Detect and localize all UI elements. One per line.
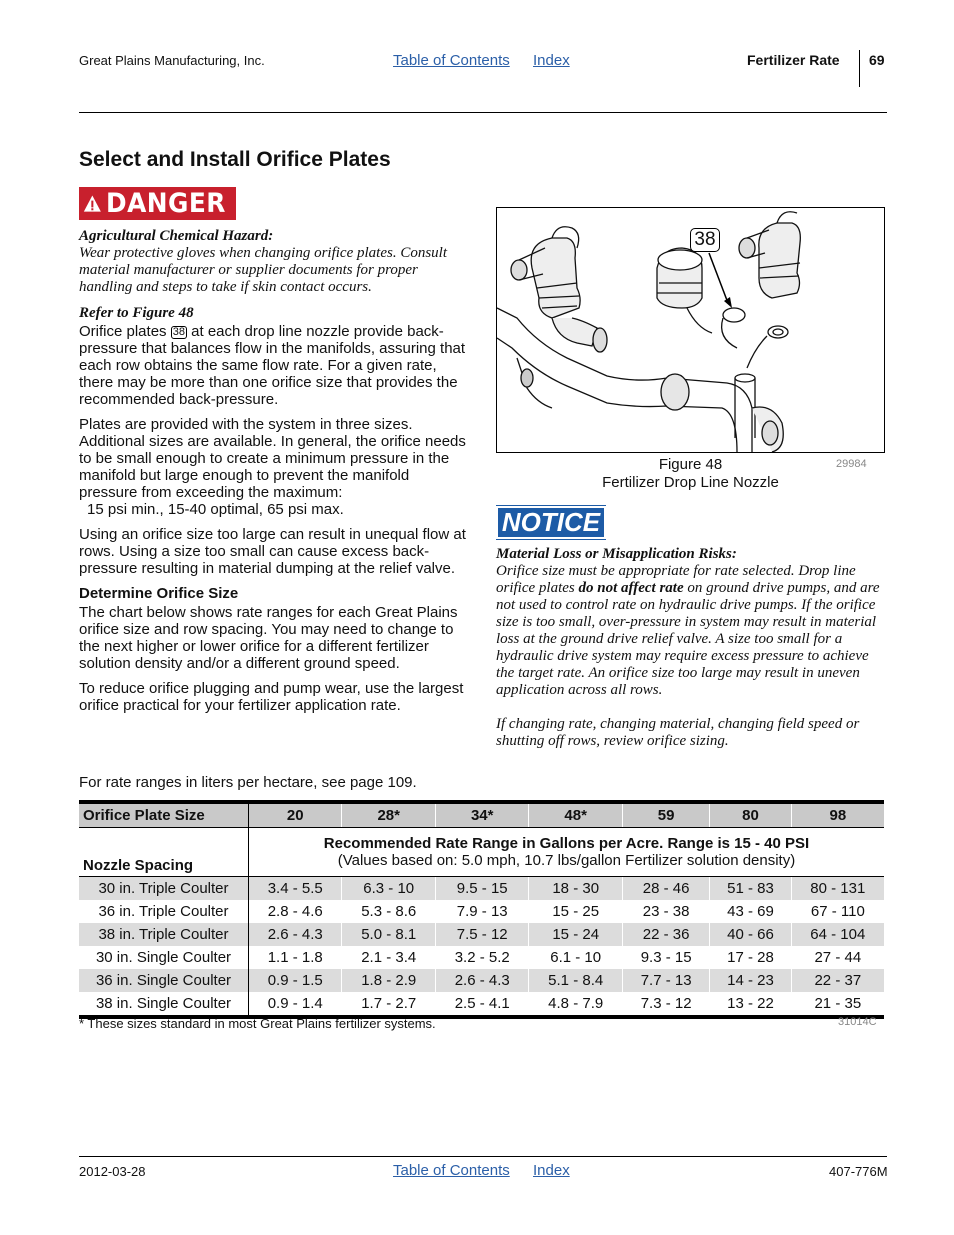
table-header-row <box>79 802 884 828</box>
header-rule <box>79 112 887 113</box>
danger-banner <box>79 187 236 220</box>
size-col: 80 <box>710 802 791 828</box>
table-cell: 27 - 44 <box>814 949 862 966</box>
notice-body-bold: do not affect rate <box>578 580 684 596</box>
size-col: 59 <box>622 802 709 828</box>
table-cell: 23 - 38 <box>622 900 709 923</box>
range-subtitle: (Values based on: 5.0 mph, 10.7 lbs/gallon Fertilizer solution density) <box>337 852 796 869</box>
table-cell: 5.3 - 8.6 <box>342 900 435 923</box>
header-toc-link[interactable]: Table of Contents <box>393 52 510 69</box>
table-cell: 2.8 - 4.6 <box>249 900 342 923</box>
size-col: 98 <box>791 802 884 828</box>
paragraph-2: Plates are provided with the system in three sizes. Additional sizes are available. In general, the orifice needs to be small enough to create a minimum pressure in the manifold but large enough to prevent the manifold pressure from exceeding the maximum: <box>79 416 466 501</box>
table-cell: 7.9 - 13 <box>435 900 528 923</box>
determine-orifice-heading: Determine Orifice Size <box>79 585 239 602</box>
table-cell: 1.7 - 2.7 <box>342 992 435 1017</box>
footer-toc-link[interactable]: Table of Contents <box>393 1162 510 1179</box>
table-cell: 15 - 24 <box>529 923 622 946</box>
danger-message <box>79 228 471 296</box>
table-cell: 17 - 28 <box>710 946 791 969</box>
paragraph-5: To reduce orifice plugging and pump wear, use the largest orifice practical for your fertilizer application rate. <box>79 680 464 714</box>
table-cell: 3.2 - 5.2 <box>435 946 528 969</box>
table-cell: 7.5 - 12 <box>435 923 528 946</box>
notice-body-b: on ground drive pumps, and are not used to control rate on hydraulic drive pumps. If the orifice size is too small, over-pressure in system may result in material loss at the ground drive relief valve. A size too small for a hydraulic drive system may require excess pressure to achieve the target rate. An orifice size too large may result in uneven application across all rows. <box>496 580 880 698</box>
warning-triangle-icon <box>83 193 102 215</box>
table-cell: 28 - 46 <box>622 877 709 901</box>
notice-message <box>496 546 888 750</box>
page-number: 69 <box>869 52 885 68</box>
figure-caption: Fertilizer Drop Line Nozzle <box>602 474 779 491</box>
row-label: 36 in. Triple Coulter <box>79 900 249 923</box>
header-separator <box>859 50 860 87</box>
nozzle-spacing-header: Nozzle Spacing <box>79 828 249 877</box>
table-cell: 0.9 - 1.5 <box>249 969 342 992</box>
refer-figure: Refer to Figure 48 <box>79 305 194 321</box>
range-title: Recommended Rate Range in Gallons per Acre. Range is 15 - 40 PSI <box>323 835 810 852</box>
row-label: 38 in. Triple Coulter <box>79 923 249 946</box>
notice-body-2: If changing rate, changing material, changing field speed or shutting off rows, review orifice sizing. <box>496 716 860 749</box>
p1-text-a: Orifice plates <box>79 323 167 340</box>
notice-label: NOTICE <box>496 506 606 539</box>
table-cell: 21 - 35 <box>814 995 862 1012</box>
range-header-row <box>79 828 884 877</box>
table-cell: 4.8 - 7.9 <box>529 992 622 1017</box>
table-cell: 22 - 36 <box>622 923 709 946</box>
footer-date: 2012-03-28 <box>79 1164 146 1179</box>
table-cell: 1.1 - 1.8 <box>249 946 342 969</box>
doc-number: 407-776M <box>829 1164 888 1179</box>
table-cell: 9.5 - 15 <box>435 877 528 901</box>
table-row <box>79 992 884 1017</box>
table-row <box>79 946 884 969</box>
row-label: 30 in. Triple Coulter <box>79 877 249 901</box>
table-cell: 43 - 69 <box>710 900 791 923</box>
orifice-size-header: Orifice Plate Size <box>79 802 249 828</box>
table-cell: 7.7 - 13 <box>622 969 709 992</box>
table-row <box>79 969 884 992</box>
row-label: 30 in. Single Coulter <box>79 946 249 969</box>
table-cell: 64 - 104 <box>791 923 884 946</box>
table-cell: 6.3 - 10 <box>342 877 435 901</box>
danger-heading: Agricultural Chemical Hazard: <box>79 228 274 244</box>
danger-body: Wear protective gloves when changing orifice plates. Consult material manufacturer or supplier documents for proper handling and steps to take if skin contact occurs. <box>79 245 447 295</box>
header-index-link[interactable]: Index <box>533 52 570 69</box>
row-label: 36 in. Single Coulter <box>79 969 249 992</box>
p1-text-b: at each drop line nozzle provide back-pressure that balances flow in the manifolds, assuring that each row obtains the same flow rate. For a given rate, there may be more than one orifice size that provides the recommended back-pressure. <box>79 323 466 408</box>
table-cell: 6.1 - 10 <box>529 946 622 969</box>
row-label: 38 in. Single Coulter <box>79 992 249 1017</box>
table-cell: 22 - 37 <box>791 969 884 992</box>
notice-body-a: Orifice size must be appropriate for rate selected. Drop line orifice plates <box>496 563 856 596</box>
table-row <box>79 923 884 946</box>
rate-range-note: For rate ranges in liters per hectare, see page 109. <box>79 774 417 791</box>
range-header-cell <box>249 828 885 877</box>
table-cell: 40 - 66 <box>710 923 791 946</box>
paragraph-3: Using an orifice size too large can result in unequal flow at rows. Using a size too small can cause excess back-pressure resulting in material dumping at the relief valve. <box>79 526 466 577</box>
table-cell: 2.5 - 4.1 <box>435 992 528 1017</box>
paragraph-1 <box>79 323 471 408</box>
table-cell: 15 - 25 <box>529 900 622 923</box>
left-body <box>79 323 471 714</box>
table-cell: 14 - 23 <box>710 969 791 992</box>
notice-heading: Material Loss or Misapplication Risks: <box>496 546 737 562</box>
figure-callout-badge: 38 <box>690 228 720 252</box>
table-cell: 5.0 - 8.1 <box>342 923 435 946</box>
footer-rule <box>79 1156 887 1157</box>
orifice-rate-table <box>79 800 884 1019</box>
table-cell: 67 - 110 <box>810 903 865 920</box>
danger-label: DANGER <box>105 188 226 219</box>
table-cell: 13 - 22 <box>710 992 791 1017</box>
callout-badge: 38 <box>172 326 185 338</box>
company-name: Great Plains Manufacturing, Inc. <box>79 53 265 68</box>
pressure-range: 15 psi min., 15-40 optimal, 65 psi max. <box>87 501 344 518</box>
notice-banner <box>496 505 606 540</box>
table-cell: 5.1 - 8.4 <box>529 969 622 992</box>
table-footnote: * These sizes standard in most Great Plains fertilizer systems. <box>79 1016 436 1031</box>
table-cell: 18 - 30 <box>529 877 622 901</box>
size-col: 28* <box>342 802 435 828</box>
size-col: 48* <box>529 802 622 828</box>
figure-id: 29984 <box>836 458 867 470</box>
table-cell: 0.9 - 1.4 <box>249 992 342 1017</box>
notice-body <box>496 563 888 699</box>
table-cell: 1.8 - 2.9 <box>342 969 435 992</box>
table-cell: 9.3 - 15 <box>622 946 709 969</box>
table-cell: 7.3 - 12 <box>622 992 709 1017</box>
section-name: Fertilizer Rate <box>747 52 840 68</box>
table-row <box>79 900 884 923</box>
size-col: 20 <box>249 802 342 828</box>
table-cell: 2.1 - 3.4 <box>342 946 435 969</box>
table-row <box>79 877 884 901</box>
page-title: Select and Install Orifice Plates <box>79 148 391 171</box>
table-cell: 3.4 - 5.5 <box>249 877 342 901</box>
footer-index-link[interactable]: Index <box>533 1162 570 1179</box>
size-col: 34* <box>435 802 528 828</box>
figure-label: Figure 48 <box>658 456 723 473</box>
table-cell: 51 - 83 <box>710 877 791 901</box>
table-cell: 2.6 - 4.3 <box>249 923 342 946</box>
paragraph-4: The chart below shows rate ranges for each Great Plains orifice size and row spacing. You may need to change to the next higher or lower orifice for a different fertilizer solution density and/or a different ground speed. <box>79 604 458 672</box>
table-id: 31014C <box>838 1016 877 1028</box>
table-cell: 2.6 - 4.3 <box>435 969 528 992</box>
table-cell: 80 - 131 <box>791 877 884 901</box>
